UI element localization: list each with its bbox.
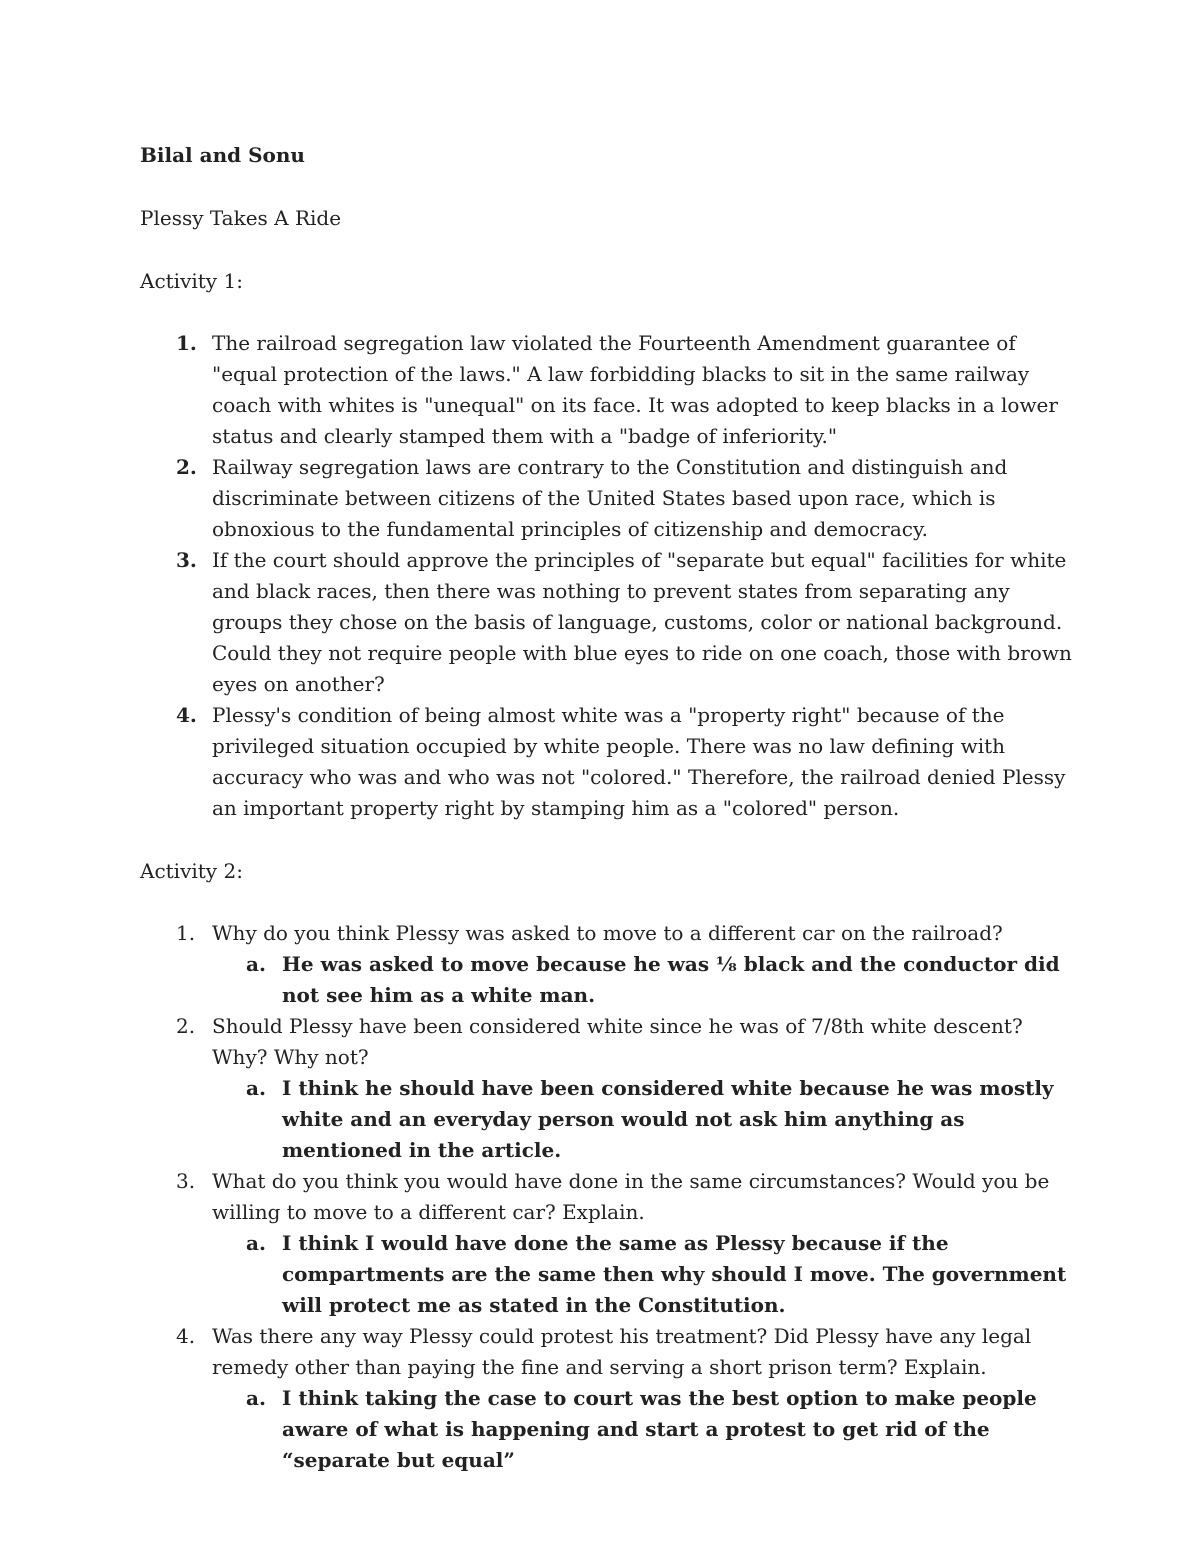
document-page <box>140 140 1080 1476</box>
answer-letter: a. <box>246 1231 266 1255</box>
answer-item <box>140 1073 1080 1166</box>
question-item <box>140 1166 1080 1321</box>
item-number: 4. <box>176 703 197 727</box>
answer-item <box>140 1383 1080 1476</box>
answer-text: He was asked to move because he was ⅛ black and the conductor did not see him as a white man. <box>282 952 1060 1007</box>
answer-letter: a. <box>246 1076 266 1100</box>
item-text: Railway segregation laws are contrary to the Constitution and distinguish and discriminate between citizens of the United States based upon race, which is obnoxious to the fundamental principles of citizenship and democracy. <box>212 455 1008 541</box>
activity-1-list <box>140 328 1080 824</box>
author-names: Bilal and Sonu <box>140 143 305 167</box>
answer-item <box>140 1228 1080 1321</box>
answer-text: I think I would have done the same as Plessy because if the compartments are the same then why should I move. The government will protect me as stated in the Constitution. <box>282 1231 1067 1317</box>
item-number: 3. <box>176 548 197 572</box>
question-item <box>140 1321 1080 1476</box>
question-text: Why do you think Plessy was asked to move to a different car on the railroad? <box>212 921 1003 945</box>
document-title: Plessy Takes A Ride <box>140 206 342 230</box>
question-number: 1. <box>176 921 196 945</box>
answer-text: I think he should have been considered white because he was mostly white and an everyday person would not ask him anything as mentioned in the article. <box>282 1076 1054 1162</box>
answer-letter: a. <box>246 1386 266 1410</box>
activity-1-item <box>140 700 1080 824</box>
answer-text: I think taking the case to court was the best option to make people aware of what is happening and start a protest to get rid of the “separate but equal” <box>282 1386 1037 1472</box>
item-number: 1. <box>176 331 197 355</box>
question-number: 4. <box>176 1324 196 1348</box>
activity-1-item <box>140 545 1080 700</box>
activity-1-item <box>140 328 1080 452</box>
question-number: 2. <box>176 1014 196 1038</box>
item-number: 2. <box>176 455 197 479</box>
question-item <box>140 1011 1080 1166</box>
activity-2-list <box>140 918 1080 1476</box>
question-item <box>140 918 1080 1011</box>
answer-item <box>140 949 1080 1011</box>
answer-letter: a. <box>246 952 266 976</box>
item-text: If the court should approve the principles of "separate but equal" facilities for white and black races, then there was nothing to prevent states from separating any groups they chose on the basis of language, customs, color or national background. Could they not require people with blue eyes to ride on one coach, those with brown eyes on another? <box>212 548 1072 696</box>
activity-1-item <box>140 452 1080 545</box>
question-text: What do you think you would have done in the same circumstances? Would you be willing to move to a different car? Explain. <box>212 1169 1050 1224</box>
question-text: Should Plessy have been considered white since he was of 7/8th white descent? Why? Why not? <box>212 1014 1023 1069</box>
activity-1-heading: Activity 1: <box>140 269 243 293</box>
activity-2-heading: Activity 2: <box>140 859 243 883</box>
question-number: 3. <box>176 1169 196 1193</box>
item-text: The railroad segregation law violated the Fourteenth Amendment guarantee of "equal protection of the laws." A law forbidding blacks to sit in the same railway coach with whites is "unequal" on its face. It was adopted to keep blacks in a lower status and clearly stamped them with a "badge of inferiority." <box>212 331 1058 448</box>
item-text: Plessy's condition of being almost white was a "property right" because of the privileged situation occupied by white people. There was no law defining with accuracy who was and who was not "colored." Therefore, the railroad denied Plessy an important property right by stamping him as a "colored" person. <box>212 703 1066 820</box>
question-text: Was there any way Plessy could protest his treatment? Did Plessy have any legal remedy other than paying the fine and serving a short prison term? Explain. <box>212 1324 1032 1379</box>
